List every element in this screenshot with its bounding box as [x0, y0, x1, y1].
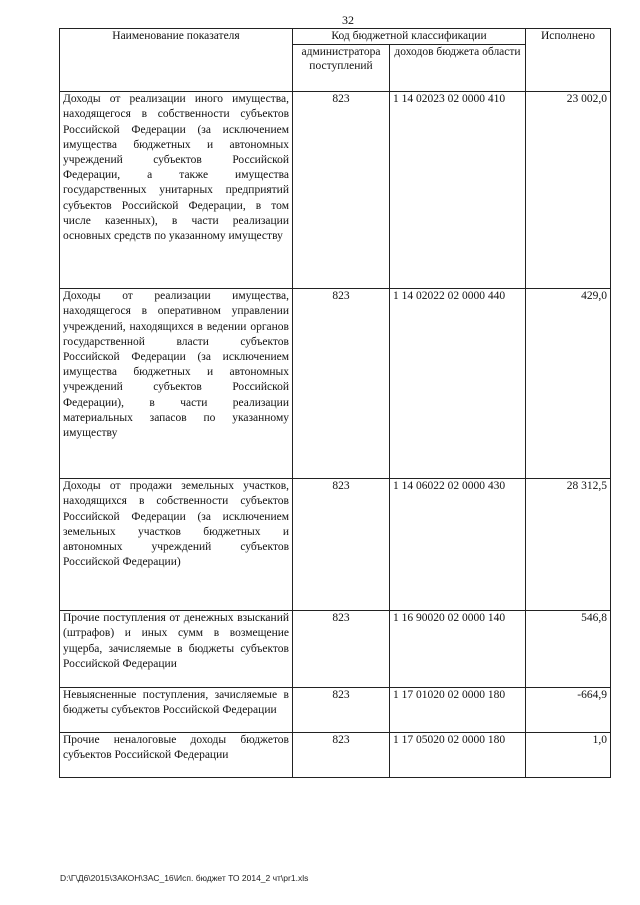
budget-classification-table [59, 28, 611, 778]
row-executed: 23 002,0 [526, 92, 611, 289]
row-admin-code: 823 [293, 688, 390, 733]
row-executed: 429,0 [526, 289, 611, 479]
page-number: 32 [342, 13, 354, 27]
table-row [60, 688, 611, 733]
row-admin-code: 823 [293, 289, 390, 479]
row-revenue-code: 1 14 06022 02 0000 430 [390, 479, 526, 611]
row-revenue-code: 1 17 05020 02 0000 180 [390, 733, 526, 778]
row-admin-code: 823 [293, 479, 390, 611]
header-indicator-name: Наименование показателя [60, 29, 293, 92]
row-executed: -664,9 [526, 688, 611, 733]
row-admin-code: 823 [293, 92, 390, 289]
row-name: Доходы от реализации имущества, находящегося в оперативном управлении учреждений, находящихся в ведении органов государственной власти субъектов Российской Федерации (за исключением имущества бюджетных и автономных учреждений субъектов Российской Федерации), в части реализации материальных запасов по указанному имуществу [60, 289, 293, 479]
row-admin-code: 823 [293, 733, 390, 778]
table-row [60, 733, 611, 778]
row-name: Прочие неналоговые доходы бюджетов субъектов Российской Федерации [60, 733, 293, 778]
row-admin-code: 823 [293, 611, 390, 688]
file-path-footer: D:\Г\Д6\2015\ЗАКОН\ЗАС_16\Исп. бюджет ТО 2014_2 чт\рr1.xls [60, 873, 309, 883]
row-revenue-code: 1 14 02022 02 0000 440 [390, 289, 526, 479]
header-budget-classification-code: Код бюджетной классификации [293, 29, 526, 45]
table-row [60, 92, 611, 289]
row-executed: 1,0 [526, 733, 611, 778]
table-row [60, 289, 611, 479]
row-name: Доходы от реализации иного имущества, находящегося в собственности субъектов Российской Федерации (за исключением имущества бюджетных и автономных учреждений субъектов Российской Федерации, а также имущества государственных унитарных предприятий субъектов Российской Федерации, в том числе казенных), в части реализации основных средств по указанному имуществу [60, 92, 293, 289]
table-row [60, 479, 611, 611]
header-executed: Исполнено [526, 29, 611, 92]
row-executed: 28 312,5 [526, 479, 611, 611]
row-name: Доходы от продажи земельных участков, находящихся в собственности субъектов Российской Федерации (за исключением земельных участков бюджетных и автономных учреждений субъектов Российской Федерации) [60, 479, 293, 611]
row-executed: 546,8 [526, 611, 611, 688]
row-revenue-code: 1 16 90020 02 0000 140 [390, 611, 526, 688]
row-name: Прочие поступления от денежных взысканий (штрафов) и иных сумм в возмещение ущерба, зачисляемые в бюджеты субъектов Российской Федерации [60, 611, 293, 688]
row-name: Невыясненные поступления, зачисляемые в бюджеты субъектов Российской Федерации [60, 688, 293, 733]
header-admin-code: администратора поступлений [293, 45, 390, 92]
row-revenue-code: 1 17 01020 02 0000 180 [390, 688, 526, 733]
table-row [60, 611, 611, 688]
header-revenue-code: доходов бюджета области [390, 45, 526, 92]
row-revenue-code: 1 14 02023 02 0000 410 [390, 92, 526, 289]
